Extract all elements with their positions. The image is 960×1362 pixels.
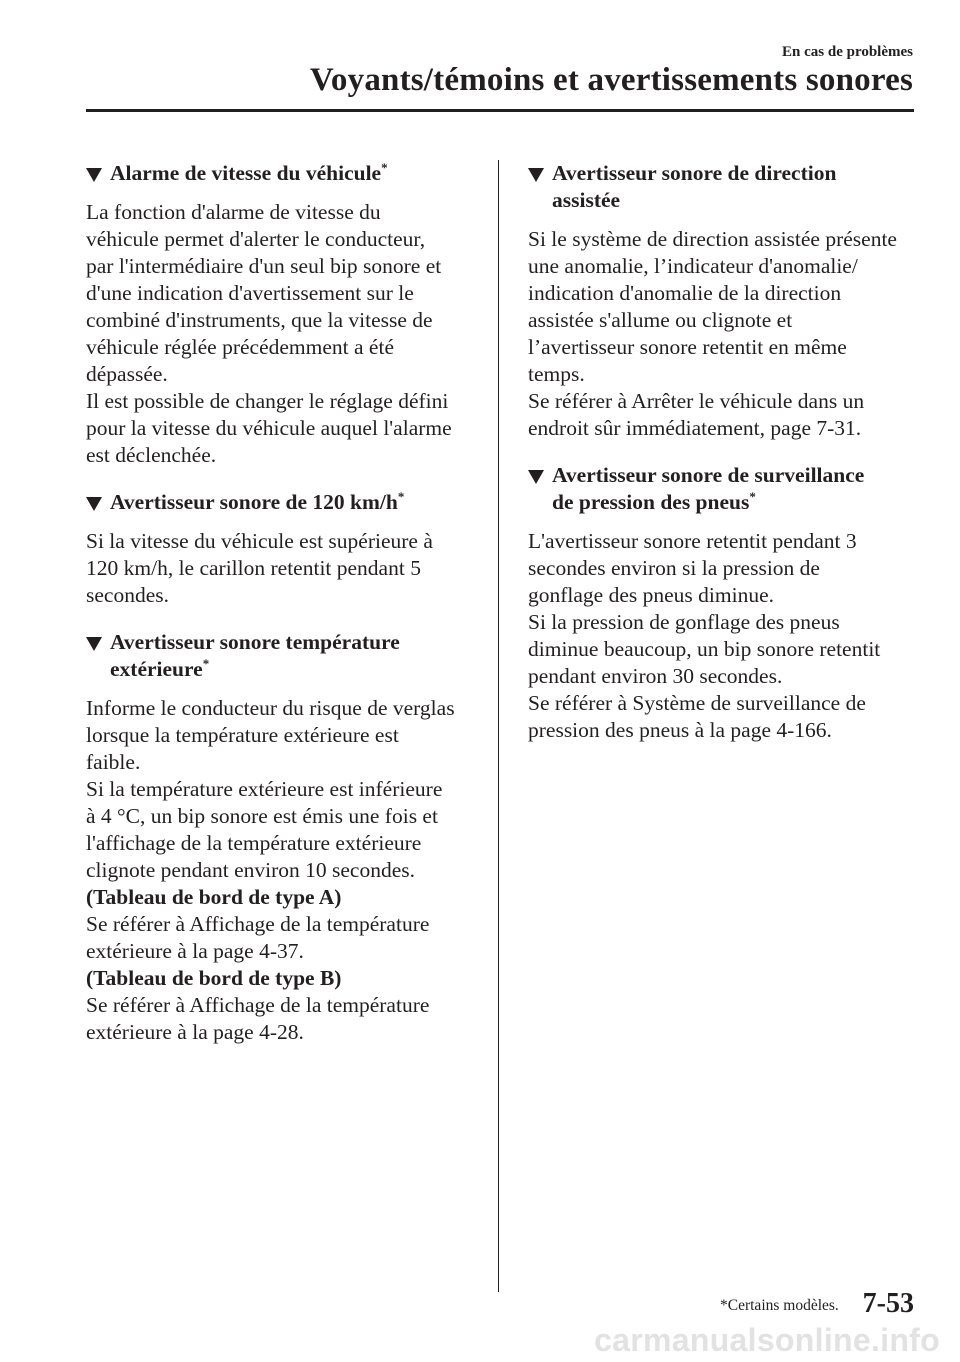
triangle-bullet-icon [86, 637, 102, 651]
text-line: combiné d'instruments, que la vitesse de [86, 308, 433, 332]
text-line: Se référer à Système de surveillance de [528, 691, 866, 715]
header-divider [86, 109, 914, 112]
section-outside-temperature [86, 629, 471, 1046]
sub-label-type-a: (Tableau de bord de type A) [86, 885, 342, 909]
text-line: extérieure à la page 4-28. [86, 1020, 304, 1044]
text-line: à 4 °C, un bip sonore est émis une fois et [86, 804, 438, 828]
text-line: pression des pneus à la page 4-166. [528, 718, 832, 742]
heading-text: extérieure [110, 657, 203, 681]
triangle-bullet-icon [86, 497, 102, 511]
page-number: 7-53 [862, 1288, 914, 1319]
text-line: clignote pendant environ 10 secondes. [86, 858, 415, 882]
text-line: l’avertisseur sonore retentit en même [528, 335, 847, 359]
footnote: *Certains modèles. [720, 1297, 839, 1314]
text-line: Se référer à Affichage de la température [86, 912, 430, 936]
sub-label-type-b: (Tableau de bord de type B) [86, 966, 342, 990]
triangle-bullet-icon [528, 168, 544, 182]
body-text [86, 199, 471, 469]
text-line: La fonction d'alarme de vitesse du [86, 200, 381, 224]
text-line: dépassée. [86, 362, 168, 386]
asterisk-mark: * [381, 159, 388, 175]
section-speed-alarm [86, 160, 471, 469]
text-line: Si la température extérieure est inférieure [86, 777, 443, 801]
text-line: par l'intermédiaire d'un seul bip sonore et [86, 254, 442, 278]
section-heading [528, 462, 913, 516]
left-column [86, 160, 471, 1066]
text-line: secondes environ si la pression de [528, 556, 820, 580]
triangle-bullet-icon [86, 168, 102, 182]
text-line: L'avertisseur sonore retentit pendant 3 [528, 529, 857, 553]
text-line: Si la vitesse du véhicule est supérieure à [86, 529, 433, 553]
text-line: pour la vitesse du véhicule auquel l'alarme [86, 416, 452, 440]
asterisk-mark: * [202, 655, 210, 671]
heading-text: Avertisseur sonore de direction [552, 161, 837, 185]
heading-text: Avertisseur sonore de surveillance [552, 463, 865, 487]
text-line: endroit sûr immédiatement, page 7-31. [528, 416, 862, 440]
text-line: une anomalie, l’indicateur d'anomalie/ [528, 254, 858, 278]
text-line: temps. [528, 362, 585, 386]
chapter-label: En cas de problèmes [782, 44, 913, 60]
text-line: Si la pression de gonflage des pneus [528, 610, 840, 634]
asterisk-mark: * [397, 488, 405, 504]
section-heading [528, 160, 913, 214]
body-text [528, 226, 913, 442]
text-line: Se référer à Arrêter le véhicule dans un [528, 389, 865, 413]
text-line: est déclenchée. [86, 443, 217, 467]
heading-text: de pression des pneus [552, 490, 750, 514]
text-line: secondes. [86, 583, 169, 607]
section-heading [86, 160, 471, 187]
text-line: pendant environ 30 secondes. [528, 664, 783, 688]
section-heading [86, 629, 471, 683]
right-column [528, 160, 913, 764]
page-title: Voyants/témoins et avertissements sonores [309, 62, 913, 98]
text-line: véhicule réglée précédemment a été [86, 335, 394, 359]
heading-text: Avertisseur sonore température [110, 630, 400, 654]
text-line: Il est possible de changer le réglage défini [86, 389, 449, 413]
body-text [86, 528, 471, 609]
text-line: lorsque la température extérieure est [86, 723, 399, 747]
watermark: carmanualsonline.info [594, 1322, 940, 1358]
text-line: 120 km/h, le carillon retentit pendant 5 [86, 556, 421, 580]
text-line: véhicule permet d'alerter le conducteur, [86, 227, 426, 251]
column-divider [498, 160, 499, 1292]
section-heading [86, 489, 471, 516]
text-line: extérieure à la page 4-37. [86, 939, 304, 963]
section-power-steering [528, 160, 913, 442]
text-line: Informe le conducteur du risque de verglas [86, 696, 455, 720]
text-line: d'une indication d'avertissement sur le [86, 281, 414, 305]
text-line: Se référer à Affichage de la température [86, 993, 430, 1017]
triangle-bullet-icon [528, 470, 544, 484]
text-line: indication d'anomalie de la direction [528, 281, 842, 305]
heading-text: Alarme de vitesse du véhicule [110, 161, 382, 185]
heading-text: assistée [552, 188, 621, 212]
asterisk-mark: * [749, 488, 756, 504]
text-line: assistée s'allume ou clignote et [528, 308, 793, 332]
text-line: faible. [86, 750, 141, 774]
text-line: Si le système de direction assistée présente [528, 227, 897, 251]
heading-text: Avertisseur sonore de 120 km/h [110, 490, 398, 514]
body-text [86, 695, 471, 1046]
text-line: diminue beaucoup, un bip sonore retentit [528, 637, 881, 661]
text-line: l'affichage de la température extérieure [86, 831, 422, 855]
section-tire-pressure [528, 462, 913, 744]
section-120kmh [86, 489, 471, 609]
text-line: gonflage des pneus diminue. [528, 583, 775, 607]
body-text [528, 528, 913, 744]
